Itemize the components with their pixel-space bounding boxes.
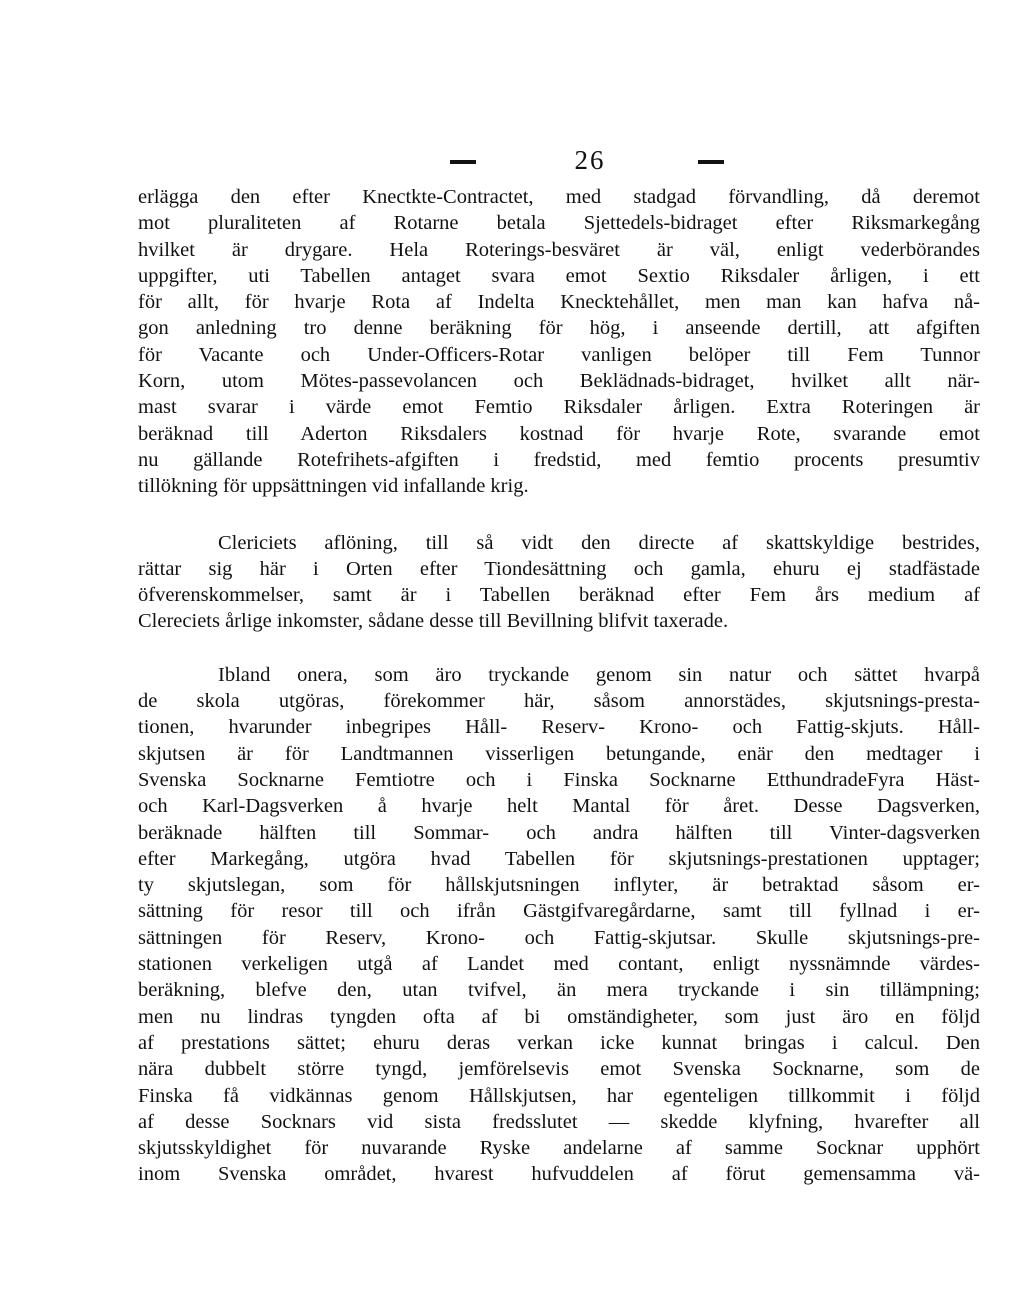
text-line: beräkning, blefve den, utan tvifvel, än mera tryckande i sin tillämpning; <box>138 979 980 1002</box>
text-line: Clericiets aflöning, till så vidt den directe af skattskyldige bestrides, <box>218 531 980 554</box>
text-line: öfverenskommelser, samt är i Tabellen beräknad efter Fem års medium af <box>138 584 980 607</box>
text-line: af desse Socknars vid sista fredsslutet — skedde klyfning, hvarefter all <box>138 1110 980 1133</box>
text-line: inom Svenska området, hvarest hufvuddelen af förut gemensamma vä- <box>138 1163 980 1186</box>
paragraph-roteringar <box>138 184 980 500</box>
text-line: de skola utgöras, förekommer här, såsom annorstädes, skjutsnings-presta- <box>138 690 980 713</box>
page-number: 26 <box>574 145 606 175</box>
paragraph-gap <box>138 500 980 530</box>
text-line: Clereciets årlige inkomster, sådane desse till Bevillning blifvit taxerade. <box>138 610 729 633</box>
paragraph-clericiet <box>138 530 980 635</box>
text-line: af prestations sättet; ehuru deras verkan icke kunnat bringas i calcul. Den <box>138 1031 980 1054</box>
text-line: erlägga den efter Knectkte-Contractet, med stadgad förvandling, då deremot <box>138 186 980 208</box>
text-line: rättar sig här i Orten efter Tiondesättning och gamla, ehuru ej stadfästade <box>138 557 980 580</box>
header-dash-right <box>698 160 724 164</box>
page-header <box>0 140 1024 180</box>
text-line: för allt, för hvarje Rota af Indelta Knecktehållet, men man kan hafva nå- <box>138 291 980 314</box>
text-line: skjutsen är för Landtmannen visserligen betungande, enär den medtager i <box>138 742 980 765</box>
text-line: gon anledning tro denne beräkning för hög, i anseende dertill, att afgiften <box>138 317 980 340</box>
text-line: tionen, hvarunder inbegripes Håll- Reserv- Krono- och Fattig-skjuts. Håll- <box>138 716 980 739</box>
text-line: mot pluraliteten af Rotarne betala Sjettedels-bidraget efter Riksmarkegång <box>138 212 980 235</box>
text-line: och Karl-Dagsverken å hvarje helt Mantal för året. Desse Dagsverken, <box>138 795 980 818</box>
header-dash-left <box>450 160 476 164</box>
body-text <box>138 184 980 1188</box>
text-line: Svenska Socknarne Femtiotre och i Finska Socknarne EtthundradeFyra Häst- <box>138 768 980 791</box>
text-line: ty skjutslegan, som för hållskjutsningen inflyter, är betraktad såsom er- <box>138 874 980 897</box>
text-line: beräknad till Aderton Riksdalers kostnad för hvarje Rote, svarande emot <box>138 422 980 445</box>
text-line: nu gällande Rotefrihets-afgiften i fredstid, med femtio procents presumtiv <box>138 448 980 471</box>
text-line: efter Markegång, utgöra hvad Tabellen för skjutsnings-prestationen upptager; <box>138 847 980 870</box>
text-line: tillökning för uppsättningen vid infallande krig. <box>138 475 529 498</box>
text-line: sättning för resor till och ifrån Gästgifvaregårdarne, samt till fyllnad i er- <box>138 900 980 923</box>
text-line: men nu lindras tyngden ofta af bi omständigheter, som just äro en följd <box>138 1005 980 1028</box>
text-line: Korn, utom Mötes-passevolancen och Beklädnads-bidraget, hvilket allt när- <box>138 370 980 393</box>
text-line: skjutsskyldighet för nuvarande Ryske andelarne af samme Socknar upphört <box>138 1137 980 1160</box>
text-line: stationen verkeligen utgå af Landet med contant, enligt nyssnämnde värdes- <box>138 953 980 976</box>
text-line: beräknade hälften till Sommar- och andra hälften till Vinter-dagsverken <box>138 821 980 844</box>
text-line: Finska få vidkännas genom Hållskjutsen, har egenteligen tillkommit i följd <box>138 1084 980 1107</box>
text-line: uppgifter, uti Tabellen antaget svara emot Sextio Riksdaler årligen, i ett <box>138 264 980 287</box>
text-line: för Vacante och Under-Officers-Rotar vanligen belöper till Fem Tunnor <box>138 343 980 366</box>
text-line: Ibland onera, som äro tryckande genom sin natur och sättet hvarpå <box>218 663 980 686</box>
paragraph-gap <box>138 635 980 662</box>
text-line: sättningen för Reserv, Krono- och Fattig-skjutsar. Skulle skjutsnings-pre- <box>138 926 980 949</box>
text-line: hvilket är drygare. Hela Roterings-besväret är väl, enligt vederbörandes <box>138 238 980 261</box>
text-line: nära dubbelt större tyngd, jemförelsevis emot Svenska Socknarne, som de <box>138 1058 980 1081</box>
paragraph-skjutsning <box>138 662 980 1188</box>
text-line: mast svarar i värde emot Femtio Riksdaler årligen. Extra Roteringen är <box>138 396 980 419</box>
